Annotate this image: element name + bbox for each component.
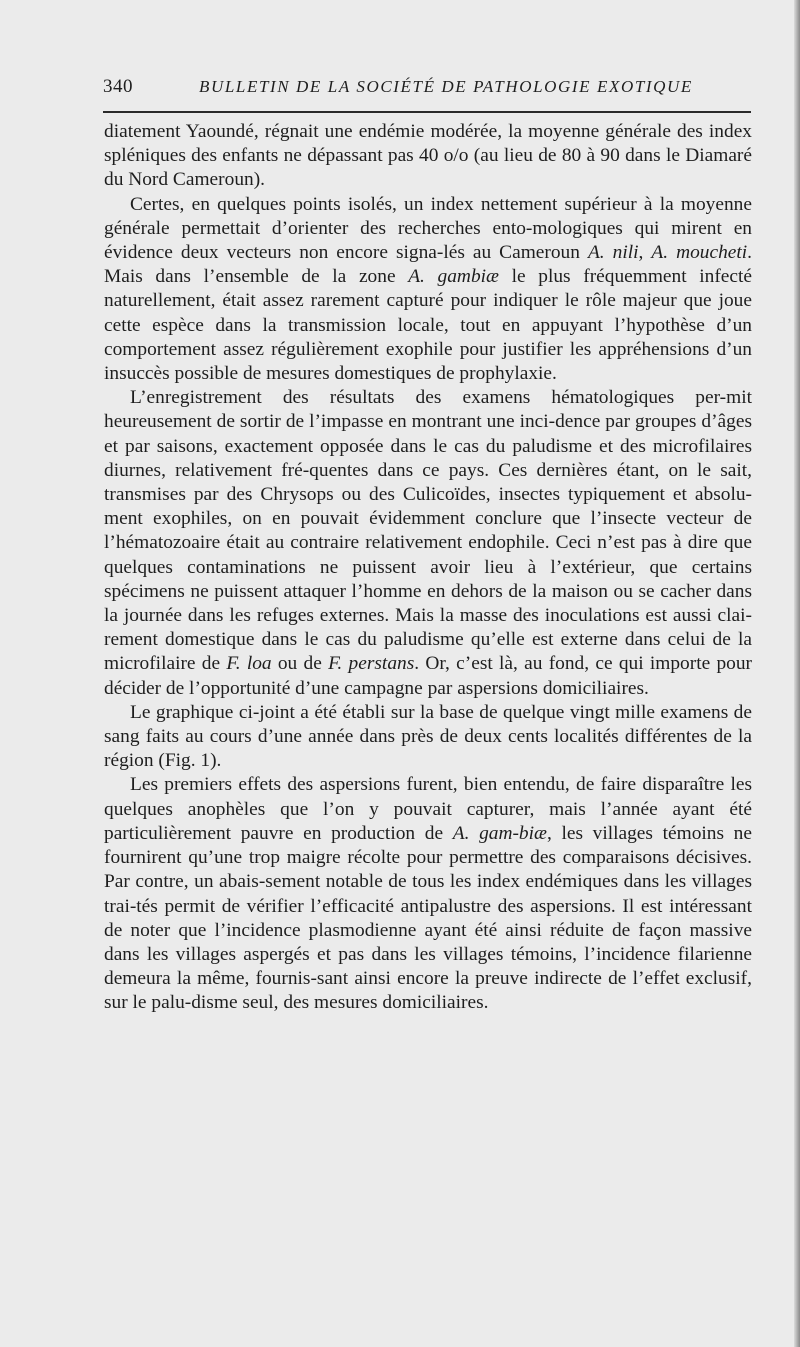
paragraph-4 — [104, 701, 752, 774]
species-name: A. moucheti — [651, 242, 748, 264]
page-number: 340 — [103, 76, 133, 97]
paragraph-4-text: Le graphique ci-joint a été établi sur la base de quelque vingt mille examens de sang faits au cours d’une année dans près de deux cents localités différentes de la région (Fig. 1). — [104, 701, 752, 772]
paragraph-1 — [104, 120, 752, 193]
paragraph-2-separator: , — [638, 242, 652, 264]
paragraph-5-text-a: Les premiers effets des aspersions furent, bien entendu, de faire disparaître les quelques anophèles que l’on y pouvait capturer, mais l’année ayant été particulièrement pauvre en production de — [104, 774, 752, 844]
species-name: A. gambiæ — [408, 266, 499, 288]
paragraph-1-text: diatement Yaoundé, régnait une endémie modérée, la moyenne générale des index spléniques des enfants ne dépassant pas 40 o/o (au lieu de 80 à 90 dans le Diamaré du Nord Cameroun). — [104, 121, 752, 191]
page-header — [103, 76, 753, 102]
species-name: F. loa — [226, 653, 272, 675]
paragraph-3-text-a: L’enregistrement des résultats des examens hématologiques per-mit heureusement de sortir de l’impasse en montrant une inci-dence par groupes d’âges et par saisons, exactement opposée dans le cas du paludisme et des microfilaires diurnes, relativement fré-quentes dans ce pays. Ces dernières étant, on le sait, transmises par des Chrysops ou des Culicoïdes, insectes typiquement et absolu-ment exophiles, on en pouvait évidemment conclure que l’insecte vecteur de l’hématozoaire était au contraire relativement endophile. Ceci n’est pas à dire que quelques contaminations ne puissent avoir lieu à l’extérieur, que certains spécimens ne puissent attaquer l’homme en dehors de la maison ou se cacher dans la journée dans les refuges externes. Mais la masse des inoculations est aussi clai-rement domestique dans le cas du paludisme qu’elle est externe dans celui de la microfilaire de — [104, 387, 752, 675]
paragraph-2-text-b: . Mais dans l’ensemble de la zone — [104, 242, 753, 288]
paragraph-5 — [104, 773, 752, 1015]
paragraph-2-text-c: le plus fréquemment infecté naturellement, était assez rarement capturé pour indiquer le rôle majeur que joue cette espèce dans la transmission locale, tout en appuyant l’hypothèse d’un comportement assez régulièrement exophile pour justifier les appréhensions d’un insuccès possible de mesures domestiques de prophylaxie. — [104, 266, 753, 385]
paragraph-3 — [104, 386, 752, 701]
species-name: F. perstans — [328, 653, 415, 675]
article-body — [104, 120, 752, 1016]
paragraph-5-text-b: , les villages témoins ne fournirent qu’une trop maigre récolte pour permettre des comparaisons décisives. Par contre, un abais-sement notable de tous les index endémiques dans les villages trai-tés permit de vérifier l’efficacité antipalustre des aspersions. Il est intéressant de noter que l’incidence plasmodienne ayant été ainsi réduite de façon massive dans les villages aspergés et pas dans les villages témoins, l’incidence filarienne demeura la même, fournis-sant ainsi encore la preuve indirecte de l’effet exclusif, sur le palu-disme seul, des mesures domiciliaires. — [104, 822, 752, 1014]
paragraph-2 — [104, 193, 752, 387]
paragraph-3-text-b: . Or, c’est là, au fond, ce qui importe pour décider de l’opportunité d’une campagne par aspersions domiciliaires. — [104, 653, 752, 699]
header-rule — [103, 111, 751, 113]
paragraph-2-text-a: Certes, en quelques points isolés, un index nettement supérieur à la moyenne générale permettait d’orienter des recherches ento-mologiques qui mirent en évidence deux vecteurs non encore signa-lés au Cameroun — [104, 193, 752, 264]
page-edge-shadow — [794, 0, 800, 1347]
paragraph-3-connector: ou de — [271, 653, 329, 675]
species-name: A. gam-biæ — [452, 822, 547, 844]
species-name: A. nili — [587, 242, 639, 264]
running-title: BULLETIN DE LA SOCIÉTÉ DE PATHOLOGIE EXOTIQUE — [199, 77, 693, 96]
